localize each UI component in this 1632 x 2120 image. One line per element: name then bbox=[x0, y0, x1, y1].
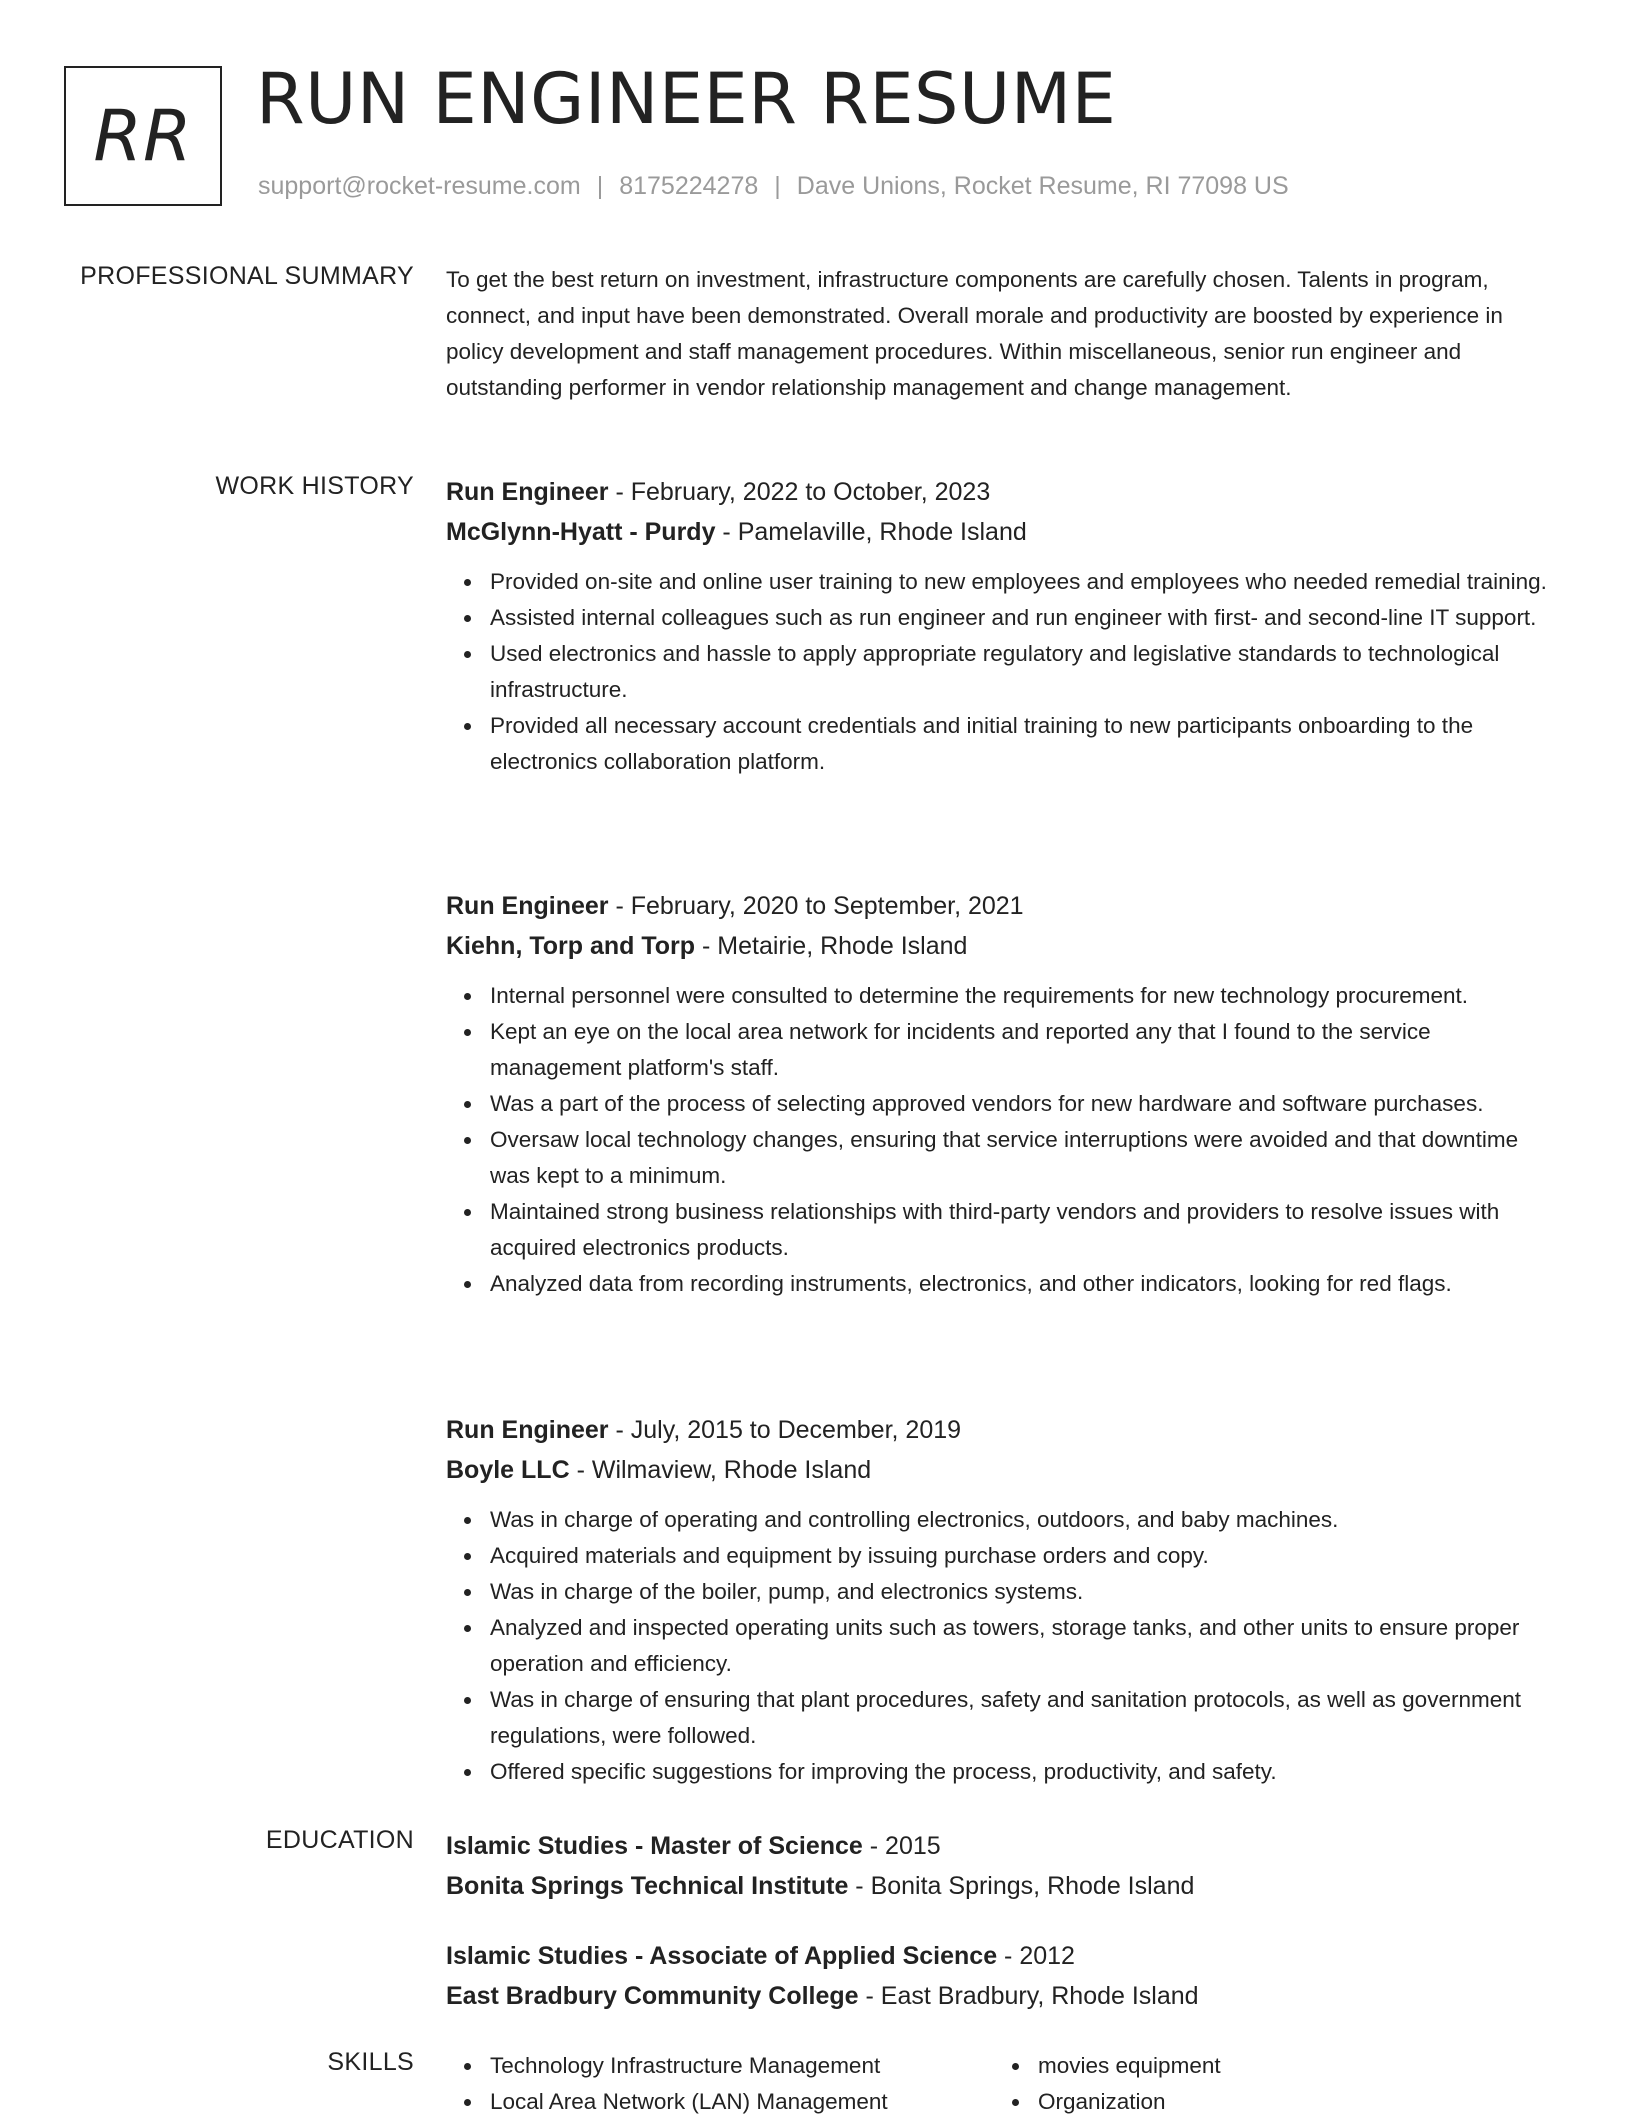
job-company-line bbox=[446, 512, 1564, 552]
job-entry bbox=[446, 472, 1564, 780]
education-degree: Islamic Studies - Master of Science bbox=[446, 1832, 863, 1860]
section-label-summary: PROFESSIONAL SUMMARY bbox=[80, 262, 414, 290]
list-item: Internal personnel were consulted to determine the requirements for new technology procurement. bbox=[490, 978, 1564, 1014]
education-entry bbox=[446, 1826, 1564, 1906]
list-item: Offered specific suggestions for improving the process, productivity, and safety. bbox=[490, 1754, 1564, 1790]
education-degree: Islamic Studies - Associate of Applied Science bbox=[446, 1942, 998, 1970]
section-label-skills: SKILLS bbox=[327, 2048, 414, 2076]
job-title: Run Engineer bbox=[446, 478, 609, 506]
list-item: Assisted internal colleagues such as run engineer and run engineer with first- and second-line IT support. bbox=[490, 600, 1564, 636]
contact-address: Dave Unions, Rocket Resume, RI 77098 US bbox=[796, 172, 1289, 200]
summary-text: To get the best return on investment, infrastructure components are carefully chosen. Talents in program, connect, and input have been demonstrated. Overall morale and productivity are boosted by experience in policy development and staff management procedures. Within miscellaneous, senior run engineer and outstanding performer in vendor relationship management and change management. bbox=[446, 267, 1503, 400]
contact-phone[interactable]: 8175224278 bbox=[619, 172, 759, 200]
job-dates: - July, 2015 to December, 2019 bbox=[608, 1416, 962, 1444]
job-title-line bbox=[446, 1410, 1564, 1450]
list-item: Acquired materials and equipment by issuing purchase orders and copy. bbox=[490, 1538, 1564, 1574]
skills-column-1 bbox=[446, 2048, 994, 2120]
list-item: Used electronics and hassle to apply appropriate regulatory and legislative standards to technological infrastructure. bbox=[490, 636, 1564, 708]
job-company: Kiehn, Torp and Torp bbox=[446, 932, 696, 960]
contact-email[interactable]: support@rocket-resume.com bbox=[258, 172, 581, 200]
resume-title: RUN ENGINEER RESUME bbox=[256, 58, 1117, 140]
list-item: Was in charge of ensuring that plant procedures, safety and sanitation protocols, as well as government regulations, were followed. bbox=[490, 1682, 1564, 1754]
education-school: Bonita Springs Technical Institute bbox=[446, 1872, 849, 1900]
skills-column-2 bbox=[994, 2048, 1221, 2120]
job-company: McGlynn-Hyatt - Purdy bbox=[446, 518, 716, 546]
monogram-logo: RR bbox=[64, 66, 222, 206]
job-title-line bbox=[446, 886, 1564, 926]
skills-list bbox=[446, 2048, 994, 2120]
education-school: East Bradbury Community College bbox=[446, 1982, 859, 2010]
education-location: - Bonita Springs, Rhode Island bbox=[848, 1872, 1195, 1900]
education-location: - East Bradbury, Rhode Island bbox=[858, 1982, 1199, 2010]
section-label-education: EDUCATION bbox=[265, 1826, 414, 1854]
list-item: Analyzed data from recording instruments, electronics, and other indicators, looking for red flags. bbox=[490, 1266, 1564, 1302]
job-title: Run Engineer bbox=[446, 1416, 609, 1444]
job-bullets bbox=[446, 1502, 1564, 1790]
education-year: - 2012 bbox=[997, 1942, 1075, 1970]
list-item: Kept an eye on the local area network for incidents and reported any that I found to the service management platform's staff. bbox=[490, 1014, 1564, 1086]
list-item: Analyzed and inspected operating units such as towers, storage tanks, and other units to ensure proper operation and efficiency. bbox=[490, 1610, 1564, 1682]
job-entry bbox=[446, 886, 1564, 1302]
job-bullets bbox=[446, 564, 1564, 780]
skills-list bbox=[994, 2048, 1221, 2120]
job-location: - Wilmaview, Rhode Island bbox=[569, 1456, 872, 1484]
contact-separator: | bbox=[774, 172, 781, 200]
list-item: Oversaw local technology changes, ensuring that service interruptions were avoided and that downtime was kept to a minimum. bbox=[490, 1122, 1564, 1194]
education-school-line bbox=[446, 1976, 1564, 2016]
list-item: Provided on-site and online user training to new employees and employees who needed remedial training. bbox=[490, 564, 1564, 600]
skill-item: Technology Infrastructure Management bbox=[490, 2048, 994, 2084]
education-entry bbox=[446, 1936, 1564, 2016]
list-item: Provided all necessary account credentials and initial training to new participants onboarding to the electronics collaboration platform. bbox=[490, 708, 1564, 780]
education-degree-line bbox=[446, 1936, 1564, 1976]
list-item: Maintained strong business relationships with third-party vendors and providers to resolve issues with acquired electronics products. bbox=[490, 1194, 1564, 1266]
skill-item: Organization bbox=[1038, 2084, 1221, 2120]
contact-separator: | bbox=[596, 172, 604, 200]
job-dates: - February, 2022 to October, 2023 bbox=[608, 478, 991, 506]
list-item: Was in charge of operating and controlling electronics, outdoors, and baby machines. bbox=[490, 1502, 1564, 1538]
job-location: - Metairie, Rhode Island bbox=[695, 932, 968, 960]
job-dates: - February, 2020 to September, 2021 bbox=[608, 892, 1024, 920]
job-company: Boyle LLC bbox=[446, 1456, 570, 1484]
job-title: Run Engineer bbox=[446, 892, 609, 920]
education-year: - 2015 bbox=[862, 1832, 941, 1860]
job-location: - Pamelaville, Rhode Island bbox=[715, 518, 1027, 546]
list-item: Was a part of the process of selecting approved vendors for new hardware and software purchases. bbox=[490, 1086, 1564, 1122]
job-company-line bbox=[446, 1450, 1564, 1490]
skills-columns bbox=[446, 2048, 1564, 2120]
job-bullets bbox=[446, 978, 1564, 1302]
section-label-work-history: WORK HISTORY bbox=[215, 472, 414, 500]
education-school-line bbox=[446, 1866, 1564, 1906]
job-company-line bbox=[446, 926, 1564, 966]
list-item: Was in charge of the boiler, pump, and electronics systems. bbox=[490, 1574, 1564, 1610]
contact-line bbox=[258, 172, 1289, 201]
skill-item: movies equipment bbox=[1038, 2048, 1221, 2084]
job-title-line bbox=[446, 472, 1564, 512]
skill-item: Local Area Network (LAN) Management bbox=[490, 2084, 994, 2120]
job-entry bbox=[446, 1410, 1564, 1790]
education-degree-line bbox=[446, 1826, 1564, 1866]
